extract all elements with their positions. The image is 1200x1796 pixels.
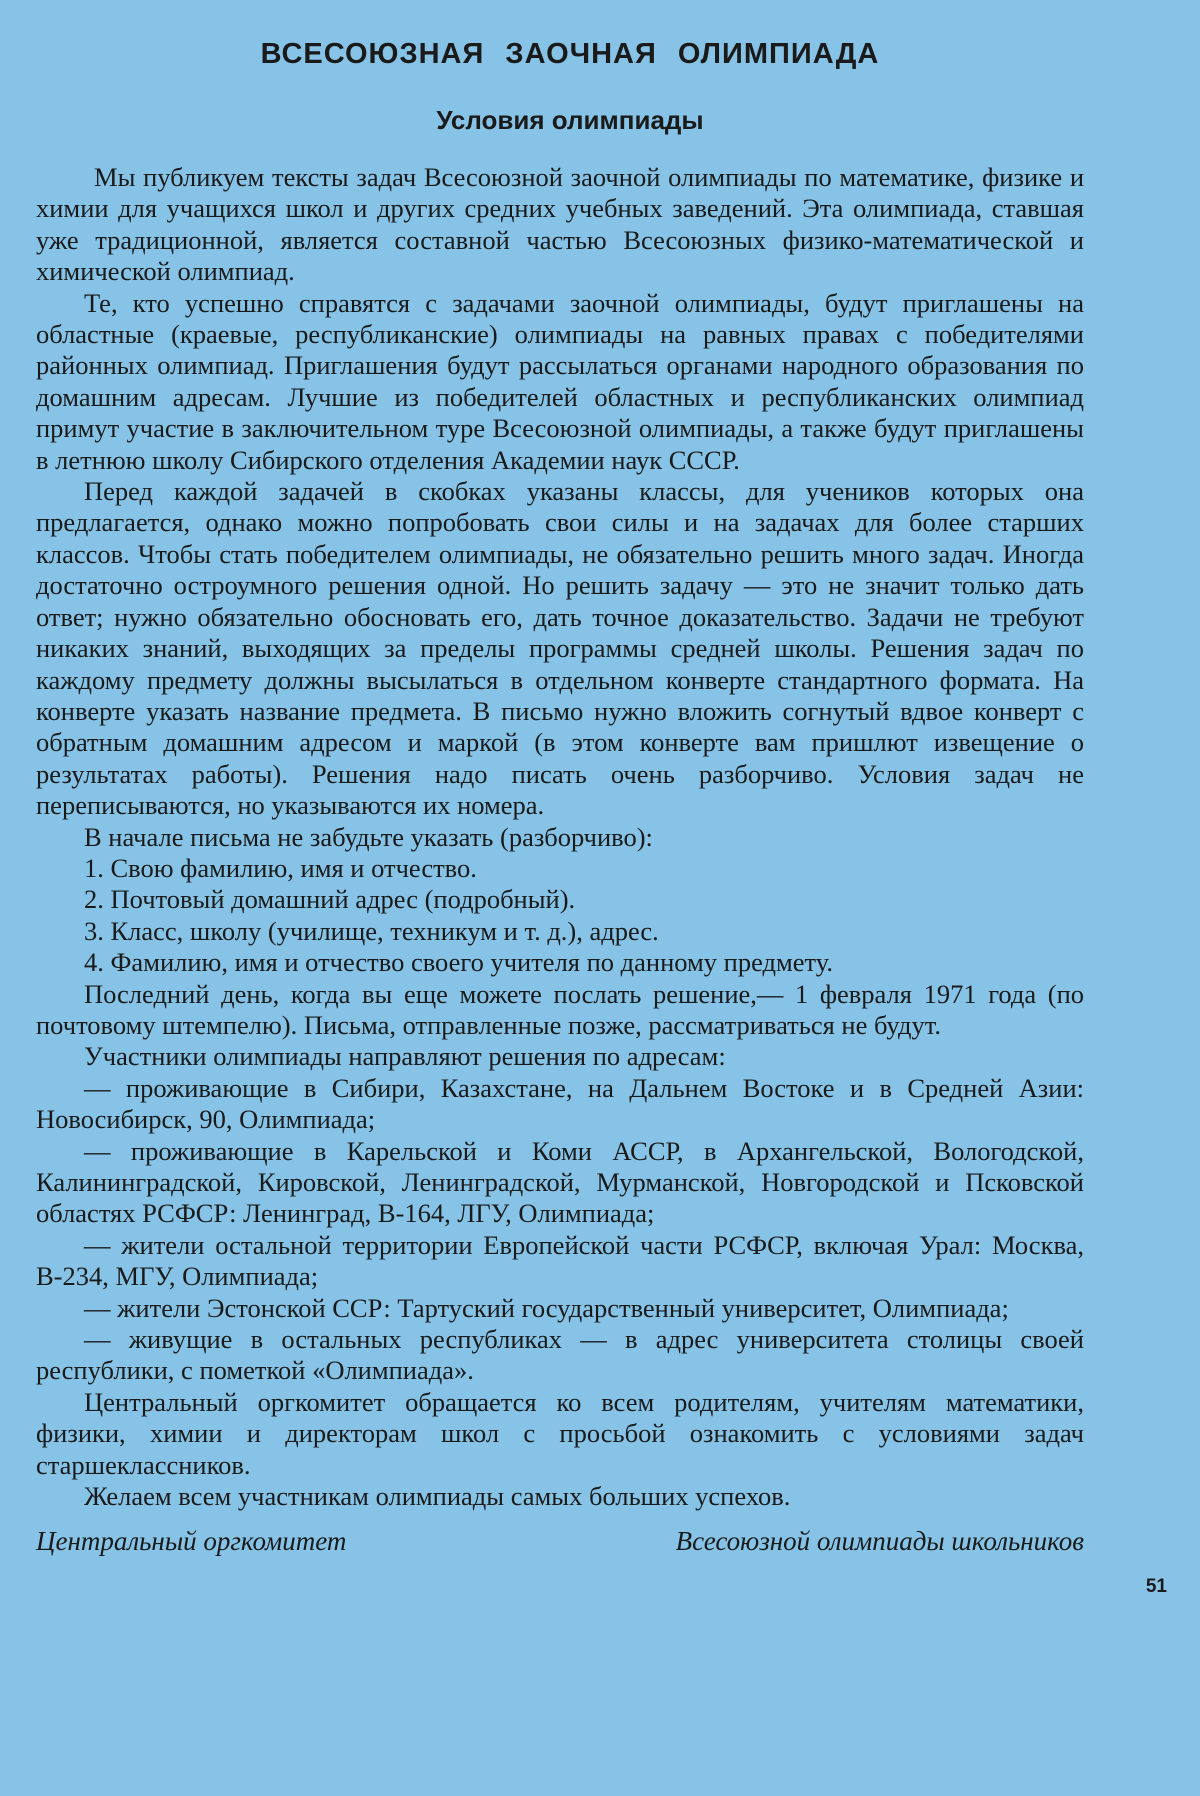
- list-item-name: 1. Свою фамилию, имя и отчество.: [84, 852, 477, 883]
- list-item-teacher: 4. Фамилию, имя и отчество своего учителя по данному предмету.: [84, 947, 833, 978]
- signature: [36, 1526, 1084, 1557]
- paragraph-wishes: Желаем всем участникам олимпиады самых больших успехов.: [84, 1481, 791, 1512]
- signature-left: Центральный оргкомитет: [36, 1526, 347, 1557]
- address-leningrad: — проживающие в Карельской и Коми АССР, в Архангельской, Вологодской, Калининградской, Кировской, Ленинградской, Мурманской, Новгородской и Псковской областях РСФСР: Ленинград, В-164, ЛГУ, Олимпиада;: [36, 1135, 1084, 1229]
- page-title: ВСЕСОЮЗНАЯ ЗАОЧНАЯ ОЛИМПИАДА: [260, 38, 880, 70]
- paragraph-appeal: Центральный оргкомитет обращается ко всем родителям, учителям математики, физики, химии и директорам школ с просьбой ознакомить с условиями задач старшеклассников.: [36, 1386, 1084, 1480]
- document-page: [36, 28, 1084, 1557]
- address-tartu: — жители Эстонской ССР: Тартуский государственный университет, Олимпиада;: [84, 1292, 1009, 1323]
- paragraph-deadline: Последний день, когда вы еще можете послать решение,— 1 февраля 1971 года (по почтовому штемпелю). Письма, отправленные позже, рассматриваться не будут.: [36, 978, 1084, 1040]
- address-moscow: — жители остальной территории Европейской части РСФСР, включая Урал: Москва, В-234, МГУ, Олимпиада;: [36, 1229, 1084, 1292]
- list-item-school: 3. Класс, школу (училище, техникум и т. д.), адрес.: [84, 915, 659, 946]
- paragraph-invitation: Те, кто успешно справятся с задачами заочной олимпиады, будут приглашены на областные (краевые, республиканские) олимпиады на равных правах с победителями районных олимпиад. Приглашения будут рассылаться органами народного образования по домашним адресам. Лучшие из победителей областных и республиканских олимпиад примут участие в заключительном туре Всесоюзной олимпиады, а также будут приглашены в летнюю школу Сибирского отделения Академии наук СССР.: [36, 287, 1084, 475]
- paragraph-addresses-intro: Участники олимпиады направляют решения по адресам:: [84, 1041, 726, 1072]
- address-novosibirsk: — проживающие в Сибири, Казахстане, на Дальнем Востоке и в Средней Азии: Новосибирск, 90, Олимпиада;: [36, 1072, 1084, 1135]
- article-body: [36, 162, 1084, 1512]
- list-item-address: 2. Почтовый домашний адрес (подробный).: [84, 884, 576, 915]
- paragraph-intro: Мы публикуем тексты задач Всесоюзной заочной олимпиады по математике, физике и химии для учащихся школ и других средних учебных заведений. Эта олимпиада, ставшая уже традиционной, является составной частью Всесоюзных физико-математической и химической олимпиад.: [36, 162, 1084, 287]
- paragraph-letter-header: В начале письма не забудьте указать (разборчиво):: [84, 821, 653, 852]
- paragraph-rules: Перед каждой задачей в скобках указаны классы, для учеников которых она предлагается, однако можно попробовать свои силы и на задачах для более старших классов. Чтобы стать победителем олимпиады, не обязательно решить много задач. Иногда достаточно остроумного решения одной. Но решить задачу — это не значит только дать ответ; нужно обязательно обосновать его, дать точное доказательство. Задачи не требуют никаких знаний, выходящих за пределы программы средней школы. Решения задач по каждому предмету должны высылаться в отдельном конверте стандартного формата. На конверте указать название предмета. В письмо нужно вложить согнутый вдвое конверт с обратным домашним адресом и маркой (в этом конверте вам пришлют извещение о результатах работы). Решения надо писать очень разборчиво. Условия задач не переписываются, но указываются их номера.: [36, 476, 1084, 821]
- section-subtitle: Условия олимпиады: [436, 105, 704, 135]
- page-number: 51: [1145, 1576, 1167, 1597]
- address-other-republics: — живущие в остальных республиках — в адрес университета столицы своей республики, с пометкой «Олимпиада».: [36, 1324, 1084, 1386]
- signature-right: Всесоюзной олимпиады школьников: [675, 1526, 1084, 1557]
